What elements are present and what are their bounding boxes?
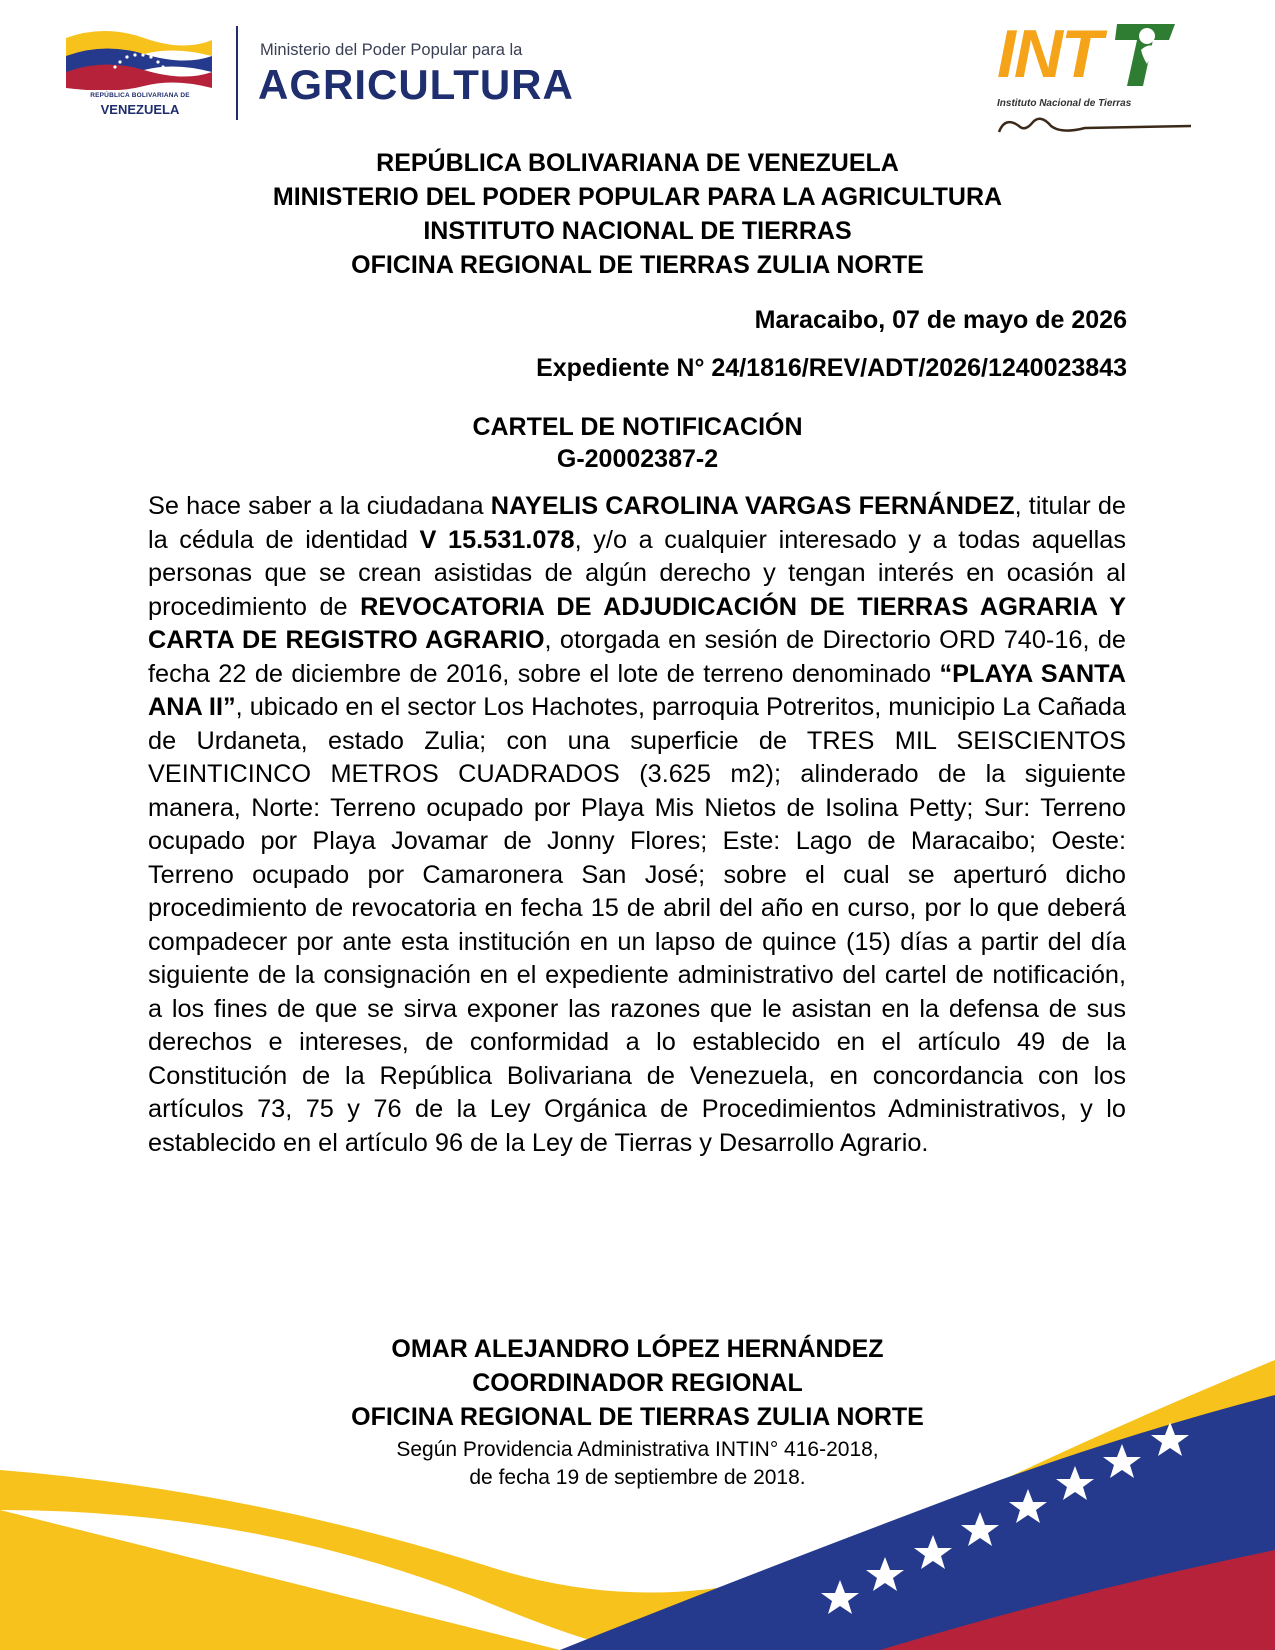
body-text-4: , otorgada en sesión de Directorio ORD 740-16, de fecha 22 de diciembre de 2016, sobre el lote de terreno denominado bbox=[148, 626, 1126, 688]
lot-name: “PLAYA SANTA ANA II” bbox=[148, 659, 1126, 721]
heading-republic: REPÚBLICA BOLIVARIANA DE VENEZUELA bbox=[376, 149, 899, 177]
republic-country-label: VENEZUELA bbox=[100, 102, 180, 117]
citizen-name: NAYELIS CAROLINA VARGAS FERNÁNDEZ bbox=[490, 492, 1015, 520]
int-full-name: Instituto Nacional de Tierras bbox=[997, 98, 1132, 109]
notice-code: G-20002387-2 bbox=[556, 445, 719, 473]
flag-swoosh-footer bbox=[0, 1360, 1275, 1650]
ministry-line: Ministerio del Poder Popular para la bbox=[260, 41, 523, 59]
place-date: Maracaibo, 07 de mayo de 2026 bbox=[754, 306, 1127, 334]
int-emblem-icon bbox=[1113, 20, 1179, 90]
logo-divider bbox=[236, 26, 238, 120]
signatory-note-2: de fecha 19 de septiembre de 2018. bbox=[469, 1466, 806, 1489]
republic-small-label: REPÚBLICA BOLIVARIANA DE bbox=[90, 92, 190, 99]
signatory-note-1: Según Providencia Administrativa INTIN° 416-2018, bbox=[396, 1438, 879, 1461]
signatory-name: OMAR ALEJANDRO LÓPEZ HERNÁNDEZ bbox=[391, 1335, 884, 1363]
notice-title: CARTEL DE NOTIFICACIÓN bbox=[472, 413, 803, 441]
int-signature-stroke-icon bbox=[995, 112, 1195, 140]
body-text-5: , ubicado en el sector Los Hachotes, parroquia Potreritos, municipio La Cañada de Urdaneta, estado Zulia; con una superficie de TRES MIL SEISCIENTOS VEINTICINCO METROS CUADRADOS (3.625 m2); alinderado de la siguiente manera, Norte: Terreno ocupado por Playa Mis Nietos de Isolina Petty; Sur: Terreno ocupado por Playa Jovamar de Jonny Flores; Este: Lago de Maracaibo; Oeste: Terreno ocupado por Camaronera San José; sobre el cual se aperturó dicho procedimiento de revocatoria en fecha 15 de abril del año en curso, por lo que deberá compadecer por ante esta institución en un lapso de quince (15) días a partir del día siguiente de la consignación en el expediente administrativo del cartel de notificación, a los fines de que se sirva exponer las razones que le asistan en la defensa de sus derechos e intereses, de conformidad a lo establecido en el artículo 49 de la Constitución de la República Bolivariana de Venezuela, en concordancia con los artículos 73, 75 y 76 de la Ley Orgánica de Procedimientos Administrativos, y lo establecido en el artículo 96 de la Ley de Tierras y Desarrollo Agrario. bbox=[148, 693, 1126, 1157]
int-acronym: INT bbox=[997, 16, 1101, 92]
ministry-logo bbox=[60, 24, 574, 124]
int-logo bbox=[995, 16, 1195, 136]
signatory-office: OFICINA REGIONAL DE TIERRAS ZULIA NORTE bbox=[351, 1403, 924, 1431]
procedure-name: REVOCATORIA DE ADJUDICACIÓN DE TIERRAS AGRARIA Y CARTA DE REGISTRO AGRARIO bbox=[148, 592, 1127, 654]
body-text-2: , titular de la cédula de identidad bbox=[148, 492, 1126, 554]
notice-body bbox=[148, 490, 1126, 1160]
signatory-position: COORDINADOR REGIONAL bbox=[472, 1369, 803, 1397]
body-text-1: Se hace saber a la ciudadana bbox=[148, 492, 491, 520]
heading-ministry: MINISTERIO DEL PODER POPULAR PARA LA AGRICULTURA bbox=[272, 183, 1003, 211]
ministry-name: AGRICULTURA bbox=[258, 61, 574, 108]
heading-office: OFICINA REGIONAL DE TIERRAS ZULIA NORTE bbox=[351, 251, 924, 279]
venezuela-flag-icon bbox=[64, 28, 214, 90]
expediente-number: Expediente N° 24/1816/REV/ADT/2026/1240023843 bbox=[536, 354, 1127, 382]
citizen-id: V 15.531.078 bbox=[419, 525, 575, 554]
heading-institute: INSTITUTO NACIONAL DE TIERRAS bbox=[423, 217, 852, 245]
body-text-3: , y/o a cualquier interesado y a todas aquellas personas que se crean asistidas de algún derecho y tengan interés en ocasión al procedimiento de bbox=[148, 525, 1127, 621]
